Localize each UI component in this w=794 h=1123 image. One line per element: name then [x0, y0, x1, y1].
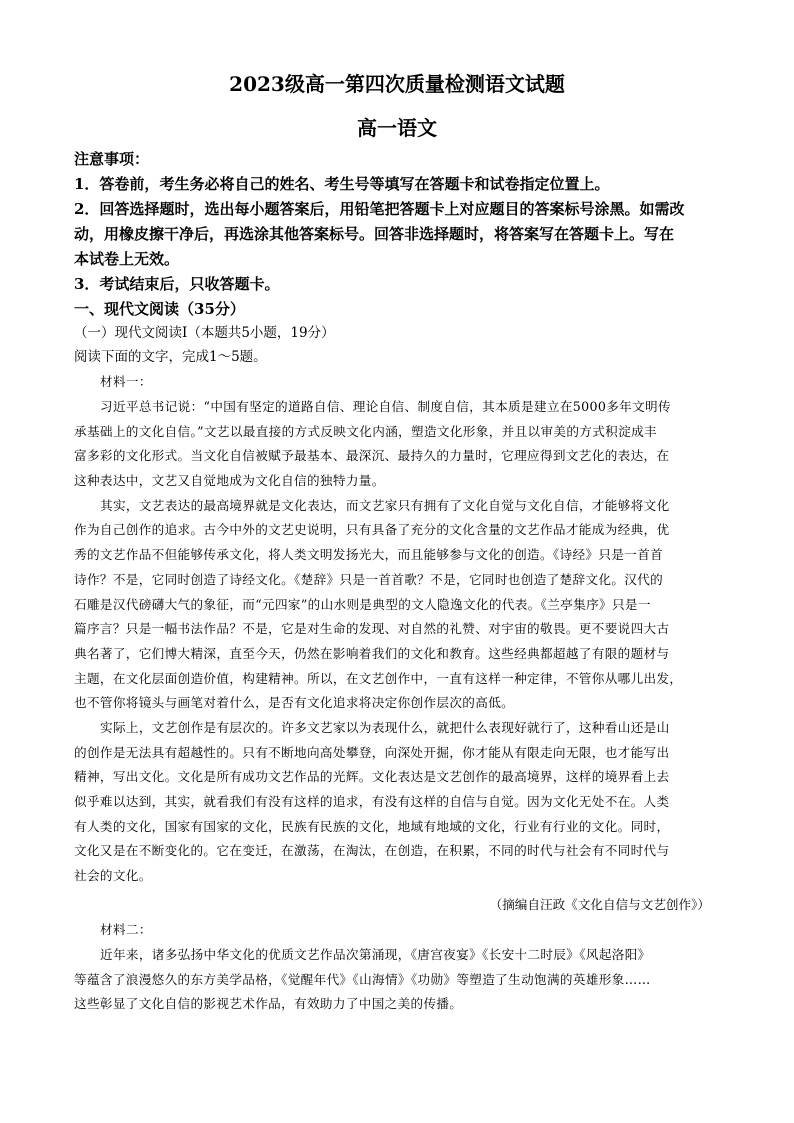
notice-line-5: 3．考试结束后，只收答题卡。: [74, 275, 280, 293]
material1-line: 石雕是汉代磅礴大气的象征，而“元四家”的山水则是典型的文人隐逸文化的代表。《兰亭集序》只是一: [74, 597, 651, 612]
material1-line: 文化又是在不断变化的。它在变迁，在激荡，在淘汰，在创造，在积累，不同的时代与社会有不同时代与: [74, 843, 670, 858]
material1-line: 秀的文艺作品不但能够传承文化，将人类文明发扬光大，而且能够参与文化的创造。《诗经》只是一首首: [74, 547, 664, 562]
material1-line: 富多彩的文化形式。当文化自信被赋予最基本、最深沉、最持久的力量时，它理应得到文艺化的表达，在: [74, 448, 670, 463]
material2-label: 材料二：: [100, 922, 152, 937]
notice-line-4: 本试卷上无效。: [74, 250, 180, 268]
material1-line: 承基础上的文化自信。”文艺以最直接的方式反映文化内涵，塑造文化形象，并且以审美的方式积淀成丰: [74, 424, 657, 439]
material1-line: 这种表达中，文艺又自觉地成为文化自信的独特力量。: [74, 473, 385, 488]
material2-line: 等蕴含了浪漫悠久的东方美学品格，《觉醒年代》《山海情》《功勋》等塑造了生动饱满的英雄形象……: [74, 972, 651, 987]
exam-title: 2023级高一第四次质量检测语文试题: [229, 72, 565, 96]
material1-line: 诗作？不是，它同时创造了诗经文化。《楚辞》只是一首首歌？不是，它同时也创造了楚辞文化。汉代的: [74, 572, 664, 587]
material1-line: 精神，写出文化。文化是所有成功文艺作品的光辉。文化表达是文艺创作的最高境界，这样的境界看上去: [74, 769, 670, 784]
material1-line: 似乎难以达到，其实，就看我们有没有这样的追求，有没有这样的自信与自觉。因为文化无处不在。人类: [74, 794, 670, 809]
material1-line: 作为自己创作的追求。古今中外的文艺史说明，只有具备了充分的文化含量的文艺作品才能成为经典，优: [74, 522, 670, 537]
notice-heading: 注意事项：: [74, 150, 150, 168]
section-heading: 一、现代文阅读（35分）: [74, 300, 245, 318]
material1-line: 社会的文化。: [74, 868, 152, 883]
material1-line: 习近平总书记说：“中国有坚定的道路自信、理论自信、制度自信，其本质是建立在5000多年文明传: [100, 399, 671, 414]
material2-line: 近年来，诸多弘扬中华文化的优质文艺作品次第涌现，《唐宫夜宴》《长安十二时辰》《风起洛阳》: [100, 947, 651, 962]
material1-line: 有人类的文化，国家有国家的文化，民族有民族的文化，地域有地域的文化，行业有行业的文化。同时，: [74, 819, 670, 834]
sub-section-heading: （一）现代文阅读Ⅰ（本题共5小题，19分）: [74, 325, 335, 341]
notice-line-3: 动，用橡皮擦干净后，再选涂其他答案标号。回答非选择题时，将答案写在答题卡上。写在: [74, 225, 675, 243]
reading-instruction: 阅读下面的文字，完成1～5题。: [74, 349, 267, 365]
notice-line-2: 2．回答选择题时，选出每小题答案后，用铅笔把答题卡上对应题目的答案标号涂黑。如需改: [74, 200, 685, 218]
notice-line-1: 1．答卷前，考生务必将自己的姓名、考生号等填写在答题卡和试卷指定位置上。: [74, 175, 610, 193]
material2-line: 这些彰显了文化自信的影视艺术作品，有效助力了中国之美的传播。: [74, 996, 463, 1011]
material1-line: 典名著了，它们博大精深，直至今天，仍然在影响着我们的文化和教育。这些经典都超越了有限的题材与: [74, 646, 670, 661]
material1-line: 主题，在文化层面创造价值，构建精神。所以，在文艺创作中，一直有这样一种定律，不管你从哪儿出发，: [74, 671, 683, 686]
material1-line: 其实，文艺表达的最高境界就是文化表达，而文艺家只有拥有了文化自觉与文化自信，才能够将文化: [100, 498, 670, 513]
material1-line: 实际上，文艺创作是有层次的。许多文艺家以为表现什么，就把什么表现好就行了，这种看山还是山: [100, 720, 670, 735]
material1-source: （摘编自汪政《文化自信与文艺创作》）: [489, 897, 710, 912]
exam-subtitle: 高一语文: [357, 116, 437, 140]
material1-line: 的创作是无法具有超越性的。只有不断地向高处攀登，向深处开掘，你才能从有限走向无限，也才能写出: [74, 745, 670, 760]
material1-label: 材料一：: [100, 374, 152, 389]
material1-line: 也不管你将镜头与画笔对着什么，是否有文化追求将决定你创作层次的高低。: [74, 695, 515, 710]
material1-line: 篇序言？只是一幅书法作品？不是，它是对生命的发现、对自然的礼赞、对宇宙的敬畏。更不要说四大古: [74, 621, 670, 636]
